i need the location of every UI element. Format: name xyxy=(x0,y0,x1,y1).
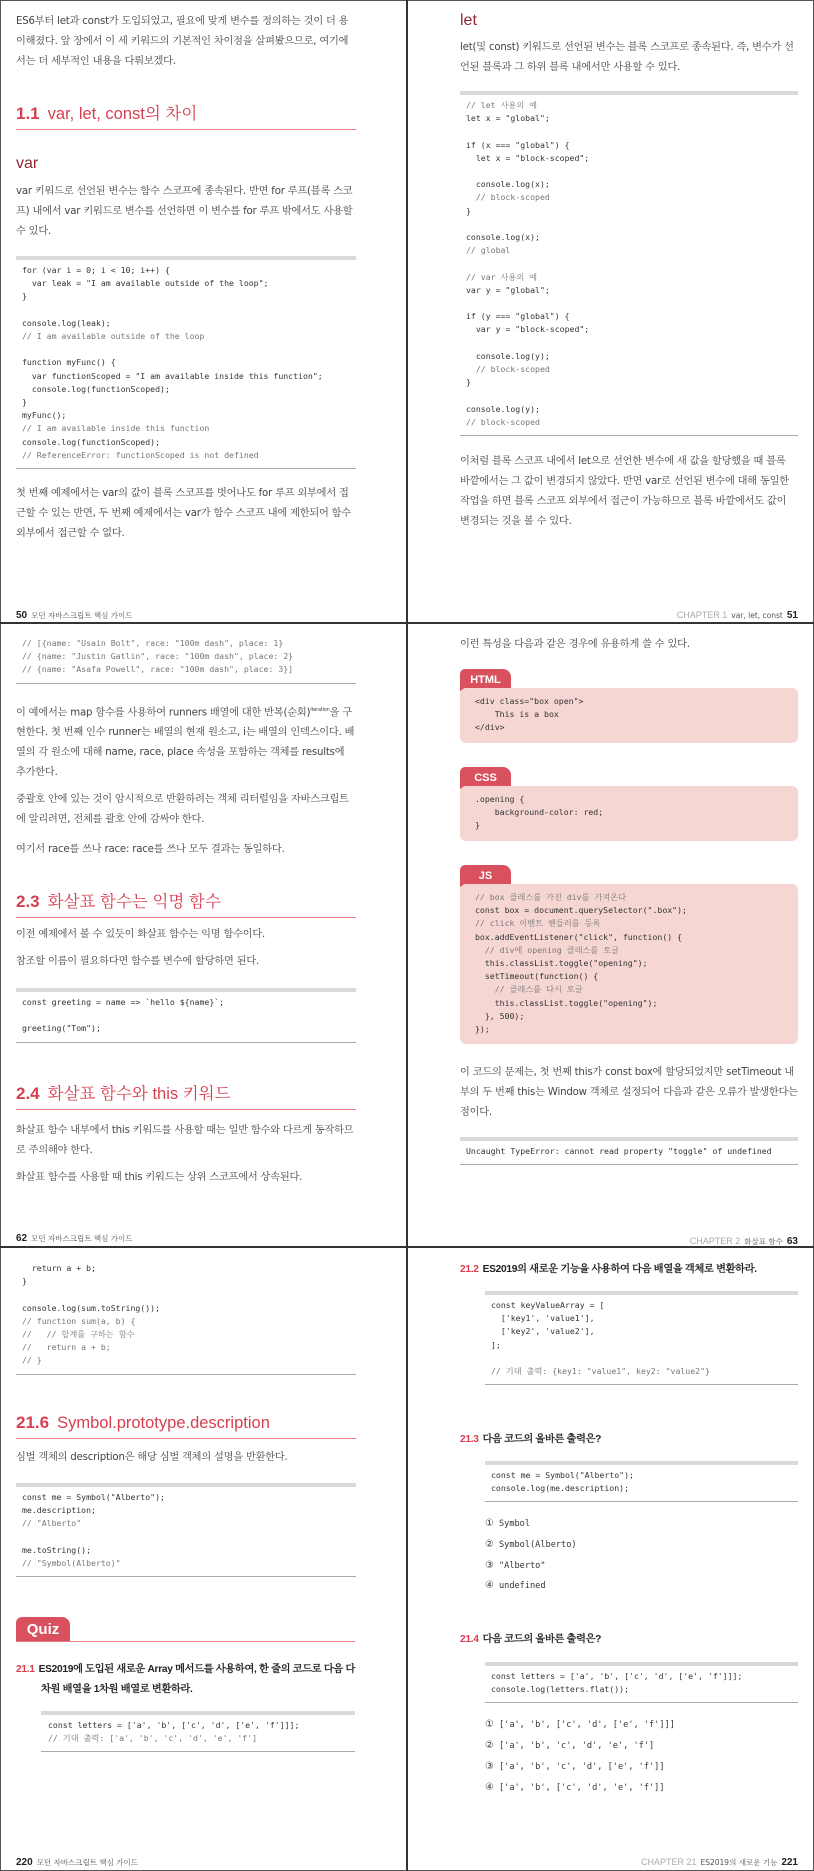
code-line: // // 합계를 구하는 함수 xyxy=(22,1329,135,1340)
code-line: const keyValueArray = [ xyxy=(491,1300,605,1310)
code-line: // I am available inside this function xyxy=(22,423,210,434)
answer-option[interactable]: ③ ['a', 'b', 'c', 'd', ['e', 'f']] xyxy=(485,1761,665,1772)
code-line: this.classList.toggle("opening"); xyxy=(484,958,648,969)
code-line: function myFunc() { xyxy=(22,357,116,368)
code-line: } xyxy=(22,397,27,408)
css-tab-label: CSS xyxy=(460,767,511,789)
page-footer xyxy=(16,610,132,621)
code-block xyxy=(16,1483,356,1577)
paragraph: 참조할 이름이 필요하다면 함수를 변수에 할당하면 된다. xyxy=(16,956,260,967)
quiz-code-block xyxy=(41,1711,355,1752)
quiz-code-block xyxy=(485,1461,798,1502)
code-line: this.classList.toggle("opening"); xyxy=(494,997,658,1008)
paragraph: 화살표 함수 내부에서 this 키워드를 사용할 때는 일반 함수와 다르게 동작하므로 주의해야 한다. xyxy=(16,1125,354,1156)
code-line: // box 클래스를 가진 div를 가져온다 xyxy=(475,892,627,902)
code-line: ['key1', 'value1'], xyxy=(500,1313,595,1324)
paragraph: 이 코드의 문제는, 첫 번째 this가 const box에 할당되었지만 setTimeout 내부의 두 번째 this는 Window 객체로 설정되어 다음과 같은 오류가 발생한다는 점이다. xyxy=(460,1067,798,1118)
code-line: // block-scoped xyxy=(475,192,550,203)
code-line: var leak = "I am available outside of the loop"; xyxy=(31,278,269,289)
code-line: // } xyxy=(22,1355,42,1366)
footnote-term: iteration xyxy=(310,707,330,713)
code-line: const me = Symbol("Alberto"); xyxy=(491,1470,634,1480)
paragraph: 심벌 객체의 description은 해당 심벌 객체의 설명을 반환한다. xyxy=(16,1452,288,1463)
code-line: // block-scoped xyxy=(466,416,540,427)
subheading-let: let xyxy=(460,12,477,29)
code-line: box.addEventListener("click", function() { xyxy=(475,931,683,942)
intro-paragraph: ES6부터 let과 const가 도입되었고, 필요에 맞게 변수를 정의하는 것이 더 용이해졌다. 앞 장에서 이 세 키워드의 기본적인 차이점을 살펴봤으므로, 여기에서는 더 세부적인 내용을 다뤄보겠다. xyxy=(16,16,349,67)
answer-option[interactable]: ④ ['a', 'b', ['c', 'd', 'e', 'f']] xyxy=(485,1782,665,1793)
code-line: myFunc(); xyxy=(22,410,67,421)
quiz-question: 21.1 ES2019에 도입된 새로운 Array 메서드를 사용하여, 한 줄의 코드로 다음 다차원 배열을 1차원 배열로 변환하라. xyxy=(16,1664,356,1695)
code-line: let x = "block-scoped"; xyxy=(475,152,590,163)
code-block xyxy=(16,256,356,469)
paragraph: 화살표 함수를 사용할 때 this 키워드는 상위 스코프에서 상속된다. xyxy=(16,1172,303,1183)
page-number: 51 xyxy=(786,610,798,621)
answer-option[interactable]: ② ['a', 'b', 'c', 'd', 'e', 'f'] xyxy=(485,1740,655,1751)
js-tab-label: JS xyxy=(460,865,511,887)
section-heading: 2.3 화살표 함수는 익명 함수 xyxy=(16,891,356,918)
code-line: const letters = ['a', 'b', ['c', 'd', ['e', 'f']]]; xyxy=(48,1720,300,1730)
page-footer xyxy=(677,610,798,621)
page-divider-row1 xyxy=(0,622,814,624)
code-line: console.log(letters.flat()); xyxy=(491,1684,630,1695)
chapter-title: var, let, const xyxy=(731,611,783,620)
paragraph: let(및 const) 키워드로 선언된 변수는 블록 스코프로 종속된다. 즉, 변수가 선언된 블록과 그 하위 블록 내에서만 사용할 수 있다. xyxy=(460,42,794,73)
code-line: } xyxy=(22,1276,27,1287)
quiz-label: Quiz xyxy=(16,1617,70,1641)
code-line: var functionScoped = "I am available inside this function"; xyxy=(31,370,323,381)
code-line: }); xyxy=(475,1024,490,1035)
code-line: // function sum(a, b) { xyxy=(22,1315,136,1326)
code-line: } xyxy=(466,377,471,388)
code-line: // {name: "Asafa Powell", race: "100m dash", place: 3}] xyxy=(22,664,294,675)
answer-option[interactable]: ④ undefined xyxy=(485,1580,546,1591)
paragraph: var 키워드로 선언된 변수는 함수 스코프에 종속된다. 반면 for 루프(블록 스코프) 내에서 var 키워드로 변수를 선언하면 이 변수를 for 루프 밖에서도 사용할 수 있다. xyxy=(16,186,353,237)
code-line: } xyxy=(466,205,471,216)
code-line: console.log(x); xyxy=(475,179,550,190)
code-line: ]; xyxy=(491,1339,501,1350)
code-line: Uncaught TypeError: cannot read property "toggle" of undefined xyxy=(466,1146,772,1156)
section-title: var, let, const의 차이 xyxy=(47,105,198,123)
quiz-rule xyxy=(16,1641,355,1642)
code-line: .opening { xyxy=(475,794,525,804)
section-heading: 2.4 화살표 함수와 this 키워드 xyxy=(16,1083,356,1110)
answer-option[interactable]: ② Symbol(Alberto) xyxy=(485,1539,577,1550)
code-line: console.log(functionScoped); xyxy=(22,436,161,447)
paragraph: 중괄호 안에 있는 것이 암시적으로 반환하려는 객체 리터럴임을 자바스크립트에 알리려면, 전체를 괄호 안에 감싸야 한다. xyxy=(16,794,349,825)
code-line: background-color: red; xyxy=(494,807,604,818)
code-line: console.log(leak); xyxy=(22,317,111,328)
page-footer: CHAPTER 21 ES2019의 새로운 기능 221 xyxy=(640,1857,798,1868)
code-line: // 기대 출력: {key1: "value1", key2: "value2"} xyxy=(491,1366,710,1377)
css-code-box xyxy=(460,786,798,841)
code-line: console.log(functionScoped); xyxy=(31,383,170,394)
code-line: // block-scoped xyxy=(475,364,550,375)
code-line: // 기대 출력: ['a', 'b', 'c', 'd', 'e', 'f'] xyxy=(48,1733,258,1744)
code-line: console.log(me.description); xyxy=(491,1483,630,1494)
book-title: 모던 자바스크립트 핵심 가이드 xyxy=(31,611,133,620)
answer-option[interactable]: ③ "Alberto" xyxy=(485,1560,546,1571)
page-footer: 220 모던 자바스크립트 핵심 가이드 xyxy=(16,1857,139,1868)
code-line: // return a + b; xyxy=(22,1342,111,1353)
section-number: 1.1 xyxy=(16,104,40,123)
paragraph: 이전 예제에서 볼 수 있듯이 화살표 함수는 익명 함수이다. xyxy=(16,929,266,940)
quiz-code-block xyxy=(485,1662,798,1703)
section-heading: 21.6 Symbol.prototype.description xyxy=(16,1412,356,1439)
code-line: me.toString(); xyxy=(22,1544,92,1555)
code-line: let x = "global"; xyxy=(466,113,550,124)
code-line: const letters = ['a', 'b', ['c', 'd', ['e', 'f']]]; xyxy=(491,1671,743,1681)
code-line: // ReferenceError: functionScoped is not defined xyxy=(22,449,259,460)
code-line: var y = "block-scoped"; xyxy=(475,324,590,335)
code-line: console.log(y); xyxy=(466,403,540,414)
page-footer: 62 모던 자바스크립트 핵심 가이드 xyxy=(16,1233,133,1244)
quiz-question: 21.4 다음 코드의 올바른 출력은? xyxy=(460,1634,602,1645)
code-line: const me = Symbol("Alberto"); xyxy=(22,1492,165,1502)
code-line: // {name: "Justin Gatlin", race: "100m dash", place: 2} xyxy=(22,651,294,662)
section-heading xyxy=(16,103,356,130)
code-line: } xyxy=(475,820,480,831)
quiz-question: 21.3 다음 코드의 올바른 출력은? xyxy=(460,1434,602,1445)
error-code-block xyxy=(460,1137,798,1165)
chapter-label: CHAPTER 1 xyxy=(676,610,728,620)
code-line: // click 이벤트 핸들러를 등록 xyxy=(475,918,601,929)
code-block xyxy=(16,633,356,684)
code-line: // let 사용의 예 xyxy=(466,100,538,110)
page-number: 50 xyxy=(16,610,28,621)
code-line: me.description; xyxy=(22,1505,96,1516)
page-footer: CHAPTER 2 화살표 함수 63 xyxy=(689,1236,798,1247)
code-line: for (var i = 0; i < 10; i++) { xyxy=(22,265,170,275)
code-line: // global xyxy=(466,245,511,256)
code-line: } xyxy=(22,291,27,302)
subheading-var: var xyxy=(16,155,39,172)
code-line: }, 500); xyxy=(484,1010,525,1021)
code-block xyxy=(460,91,798,436)
html-tab-label: HTML xyxy=(460,669,511,691)
code-line: // I am available outside of the loop xyxy=(22,331,205,342)
code-line: // "Symbol(Alberto)" xyxy=(22,1558,121,1569)
code-line: // 클래스를 다시 토글 xyxy=(494,984,583,995)
code-line: var y = "global"; xyxy=(466,284,550,295)
code-line: console.log(sum.toString()); xyxy=(22,1302,161,1313)
code-line: const box = document.querySelector(".box"); xyxy=(475,905,687,916)
code-line: ['key2', 'value2'], xyxy=(500,1326,595,1337)
quiz-code-block xyxy=(485,1291,798,1385)
code-line: return a + b; xyxy=(31,1263,96,1273)
code-line: console.log(x); xyxy=(466,232,540,243)
code-line: // var 사용의 예 xyxy=(466,271,538,282)
html-code-box xyxy=(460,688,798,743)
paragraph: 여기서 race를 쓰나 race: race를 쓰나 모두 결과는 동일하다. xyxy=(16,844,285,855)
code-block xyxy=(16,1258,356,1375)
paragraph: 이처럼 블록 스코프 내에서 let으로 선언한 변수에 새 값을 할당했을 때 블록 바깥에서는 그 값이 변경되지 않았다. 반면 var로 선언된 변수에 대해 동일한 작업을 하면 블록 스코프 외부에서 접근이 가능하므로 블록 바깥에서도 값이 변경되는 것을 볼 수 있다. xyxy=(460,456,789,527)
code-line: </div> xyxy=(475,722,505,733)
paragraph: 이 예에서는 map 함수를 사용하여 runners 배열에 대한 반복(순회)$^{iteration}$을 구현한다. 첫 번째 인수 runner는 배열의 현재 원소고, i는 배열의 인덱스이다. 배열의 각 원소에 대해 name, race, place 속성을 포함하는 객체를 results에 추가한다. xyxy=(16,707,355,779)
code-line: <div class="box open"> xyxy=(475,696,584,706)
code-line: if (x === "global") { xyxy=(466,139,570,150)
answer-option[interactable]: ① ['a', 'b', ['c', 'd', ['e', 'f']]] xyxy=(485,1719,675,1730)
code-block xyxy=(16,988,356,1043)
code-line: // div에 opening 클래스를 토글 xyxy=(484,944,620,955)
answer-option[interactable]: ① Symbol xyxy=(485,1518,531,1529)
code-line: console.log(y); xyxy=(475,350,550,361)
code-line: setTimeout(function() { xyxy=(484,971,599,982)
code-line: This is a box xyxy=(494,709,559,720)
quiz-question: 21.2 ES2019의 새로운 기능을 사용하여 다음 배열을 객체로 변환하라. xyxy=(460,1264,757,1275)
code-line: greeting("Tom"); xyxy=(22,1023,101,1034)
code-line: const greeting = name => `hello ${name}`; xyxy=(22,997,225,1007)
code-line: // "Alberto" xyxy=(22,1518,82,1529)
page-divider-vertical xyxy=(406,0,408,1871)
js-code-box xyxy=(460,884,798,1044)
code-line: if (y === "global") { xyxy=(466,311,570,322)
paragraph: 첫 번째 예제에서는 var의 값이 블록 스코프를 벗어나도 for 루프 외부에서 접근할 수 있는 반면, 두 번째 예제에서는 var가 함수 스코프 내에 제한되어 함수 외부에서 접근할 수 없다. xyxy=(16,488,351,539)
paragraph: 이런 특성을 다음과 같은 경우에 유용하게 쓸 수 있다. xyxy=(460,639,690,650)
code-line: // [{name: "Usain Bolt", race: "100m dash", place: 1} xyxy=(22,638,284,648)
